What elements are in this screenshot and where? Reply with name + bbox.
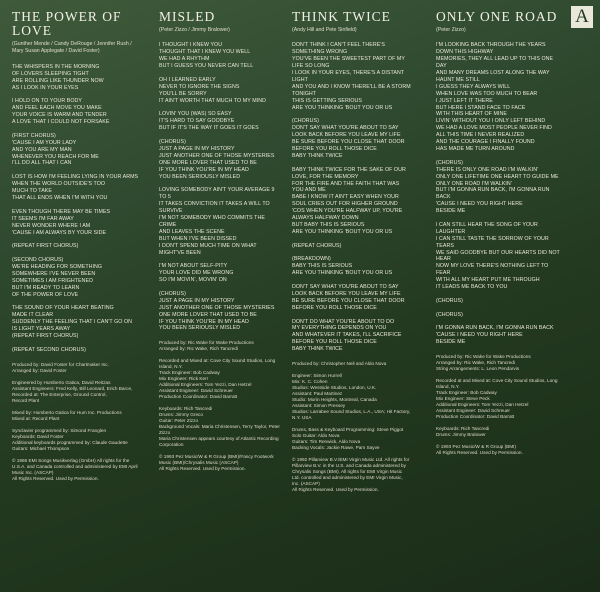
song-title: MISLED bbox=[159, 9, 216, 24]
lyric-line: WE'RE HEADING FOR SOMETHING bbox=[12, 264, 103, 270]
song-writers: (Peter Zizzo) bbox=[436, 27, 466, 33]
lyric-line: HAUNT ME STILL bbox=[436, 76, 480, 83]
credit-line: Solo Guitar: Aldo Nova bbox=[292, 433, 340, 439]
lyric-line: THIS IS GETTING SERIOUS bbox=[292, 97, 363, 104]
lyric-line: BE SURE BEFORE YOU CLOSE THAT DOOR bbox=[292, 297, 405, 304]
credit-line: Engineer: Simon Hurrell bbox=[292, 373, 342, 379]
lyric-line: (CHORUS) bbox=[159, 290, 186, 297]
lyric-line: IF YOU THINK YOU'RE IN MY HEAD bbox=[159, 318, 249, 325]
lyric-line: BABY THINK TWICE FOR THE SAKE OF OUR LOVE, FOR THE MEMORY bbox=[292, 166, 406, 180]
credit-line: Mix Engineer: Steve Peck bbox=[436, 396, 490, 402]
credit-line: Recorded at and Mixed at: Cove City Sound Studios, Long Island, N.Y. bbox=[436, 378, 558, 390]
credit-line: Engineered by Humberto Gatica, David Reitzas bbox=[12, 379, 111, 385]
lyric-line: I HOLD ON TO YOUR BODY bbox=[12, 98, 82, 105]
lyric-line: AS I LOOK IN YOUR EYES bbox=[12, 84, 79, 91]
lyric-line: (REPEAT FIRST CHORUS) bbox=[12, 333, 79, 340]
lyric-line: BESIDE ME bbox=[436, 208, 466, 215]
credit-line: Assistant Engineers: Fred Kelly, Bill Leonard, Erich Baron, bbox=[12, 385, 133, 391]
credit-line: All Rights Reserved. Used by Permission. bbox=[12, 475, 99, 481]
lyric-line: BUT I GUESS YOU NEVER CAN TELL bbox=[159, 63, 254, 70]
lyric-line: THE SOUND OF YOUR HEART BEATING bbox=[12, 305, 114, 312]
lyric-line: (FIRST CHORUS) bbox=[12, 132, 56, 139]
lyric-line: WHEN LOVE WAS TOO MUCH TO BEAR bbox=[436, 90, 538, 97]
lyric-line: JUST ANOTHER ONE OF THOSE MYSTERIES bbox=[159, 304, 275, 311]
lyric-line: IT LEADS ME BACK TO YOU bbox=[436, 284, 508, 291]
credit-line: Synclavier programmed by: Simond Franglen bbox=[12, 427, 107, 433]
song-title: ONLY ONE ROAD bbox=[436, 9, 558, 24]
credit-line: Guitars: Tim Renwick, Aldo Nova bbox=[292, 439, 361, 445]
lyric-line: OF THE POWER OF LOVE bbox=[12, 291, 79, 298]
lyric-line: AND WHATEVER IT TAKES, I'LL SACRIFICE bbox=[292, 332, 402, 339]
lyric-line: I'M NOT SOMEBODY WHO COMMITS THE CRIME bbox=[159, 215, 265, 228]
lyric-line: AND YOU AND I KNOW THERE'LL BE A STORM TONIGHT bbox=[292, 83, 411, 97]
lyric-line: (CHORUS) bbox=[436, 297, 463, 304]
credit-line: All Rights Reserved. Used by Permission. bbox=[159, 466, 246, 472]
lyric-line bbox=[436, 319, 561, 326]
lyric-line: ONLY ONE ROAD I'M WALKIN' bbox=[436, 180, 512, 187]
lyric-line: IT TAKES CONVICTION IT TAKES A WILL TO SURVIVE bbox=[159, 201, 270, 215]
lyric-line: DON'T THINK I CAN'T FEEL THERE'S SOMETHING WRONG bbox=[292, 42, 385, 56]
credit-line: Additional keyboards programmed by: Claude Gaudette bbox=[12, 439, 128, 445]
lyric-line: BABY THINK TWICE bbox=[292, 346, 343, 353]
lyric-line: BEFORE YOU ROLL THOSE DICE bbox=[292, 339, 377, 346]
credit-line: Produced by: David Foster for Chartmaker Inc. bbox=[12, 361, 109, 367]
credit-line: Mix: K. C. Cohen bbox=[292, 379, 328, 385]
song-title: THE POWER OF LOVE bbox=[12, 9, 122, 38]
credit-line: Arranged by: David Foster bbox=[12, 367, 67, 373]
song-lyrics bbox=[436, 42, 561, 346]
lyric-line: BABE I KNOW IT AIN'T EASY WHEN YOUR SOUL CRIES OUT FOR HIGHER GROUND bbox=[292, 194, 399, 208]
lyric-line: LOST IS HOW I'M FEELING LYING IN YOUR ARMS bbox=[12, 174, 139, 181]
lyric-line: DOWN THIS HIGHWAY bbox=[436, 49, 494, 56]
credit-line: Produced by: Christopher Neil and Aldo Nova bbox=[292, 361, 387, 367]
credit-line: Production Coordinator: David Barratt bbox=[159, 394, 238, 400]
song-writers: (Peter Zizzo / Jimmy Bralower) bbox=[159, 27, 230, 33]
lyric-line bbox=[159, 70, 281, 77]
lyric-line: SO I'M MOVIN', MOVIN' ON bbox=[159, 277, 227, 284]
side-letter: A bbox=[571, 6, 593, 28]
song-credits bbox=[292, 361, 411, 493]
lyric-line: BUT BABY THIS IS SERIOUS bbox=[292, 221, 365, 228]
credit-line: Recorded and Mixed at: Cove City Sound Studios, Long Island, N.Y. bbox=[159, 358, 276, 370]
lyric-line: IF YOU THINK YOU'RE IN MY HEAD bbox=[159, 166, 249, 173]
song-credits bbox=[159, 340, 281, 472]
lyric-line: AND MANY DREAMS LOST ALONG THE WAY bbox=[436, 70, 550, 77]
lyric-line: ARE YOU THINKING 'BOUT YOU OR US bbox=[292, 270, 393, 277]
lyric-line: WE SAID GOODBYE BUT OUR HEARTS DID NOT HEAR bbox=[436, 249, 560, 263]
credit-line: Assistant Engineer: David Schreuer bbox=[159, 388, 233, 394]
lyric-line: I CAN STILL TASTE THE SORROW OF YOUR TEARS bbox=[436, 235, 549, 249]
song-writers: (Gunther Mende / Candy DeRouge / Jennifer Rush / Mary Susan Applegate / David Foster) bbox=[12, 41, 132, 55]
lyric-line bbox=[12, 91, 143, 98]
lyric-line: THERE IS ONLY ONE ROAD I'M WALKIN' bbox=[436, 166, 539, 173]
credit-line: Keyboards: Rich Tancredi bbox=[159, 406, 213, 412]
credit-line: Maria Christensen appears courtesy of Atlantic Recording Corporation bbox=[159, 436, 279, 448]
lyric-line: WHEN THE WORLD OUTSIDE'S TOO bbox=[12, 181, 106, 188]
lyric-line bbox=[292, 312, 411, 319]
song-credits bbox=[12, 362, 143, 482]
lyric-line: BUT I'M GONNA RUN BACK, I'M GONNA RUN BACK bbox=[436, 187, 550, 201]
credit-line: Keyboards: David Foster bbox=[12, 433, 64, 439]
lyric-line: THOUGHT THAT I KNEW YOU WELL bbox=[159, 49, 251, 56]
lyric-line: YOU BEEN SERIOUSLY MISLED bbox=[159, 325, 241, 332]
lyric-line bbox=[436, 215, 561, 222]
credit-line: Track Engineer: Bob Cadway bbox=[159, 370, 220, 376]
credit-line: Record Plant bbox=[12, 397, 40, 403]
lyric-line: MADE IT CLEAR bbox=[12, 312, 54, 319]
lyric-line: YOU BEEN SERIOUSLY MISLED bbox=[159, 173, 241, 180]
lyric-line: LIVIN' WITHOUT YOU I ONLY LEFT BEHIND bbox=[436, 118, 546, 125]
song-column-think-twice bbox=[292, 0, 414, 592]
lyric-line bbox=[436, 153, 561, 160]
credit-line: Arranged by: Ric Wake, Rich Tancredi bbox=[159, 346, 238, 352]
lyric-line: DON'T DO WHAT YOU'RE ABOUT TO DO bbox=[292, 318, 395, 325]
lyric-line: (CHORUS) bbox=[436, 311, 463, 318]
lyric-line: AND THE COURAGE I FINALLY FOUND bbox=[436, 139, 535, 146]
lyric-line: BABY THIS IS SERIOUS bbox=[292, 263, 353, 270]
lyric-line: ARE YOU THINKING 'BOUT YOU OR US bbox=[292, 104, 393, 111]
lyric-line: WE HAD A LOVE MOST PEOPLE NEVER FIND bbox=[436, 125, 552, 132]
lyric-line: WE HAD A RHYTHM bbox=[159, 56, 210, 63]
credit-line: Assistant: Simon Pressey bbox=[292, 403, 346, 409]
lyric-line: ALL THIS TIME I NEVER REALIZED bbox=[436, 132, 525, 139]
lyric-line bbox=[292, 236, 411, 243]
credit-line: Assistant Engineer: David Schreuer bbox=[436, 408, 510, 414]
lyric-line: OF LOVERS SLEEPING TIGHT bbox=[12, 70, 89, 77]
lyric-line: AND YOU ARE MY MAN bbox=[12, 146, 72, 153]
lyric-line: ONE MORE LOVER THAT USED TO BE bbox=[159, 159, 257, 166]
lyric-line: SOMEWHERE I'VE NEVER BEEN bbox=[12, 270, 96, 277]
lyric-line: (CHORUS) bbox=[292, 118, 319, 125]
lyric-line: SOMETIMES I AM FRIGHTENED bbox=[12, 277, 94, 284]
lyric-line: WITH ALL MY HEART PUT ME THROUGH bbox=[436, 277, 540, 284]
lyric-line: YOUR LOVE DID ME WRONG bbox=[159, 270, 234, 277]
lyric-line: ONLY ONE LIFETIME ONE HEART TO GUIDE ME bbox=[436, 173, 559, 180]
credit-line: All Rights Reserved. Used by Permission. bbox=[436, 450, 523, 456]
lyric-line bbox=[12, 236, 143, 243]
lyric-line: 'CAUSE I AM ALWAYS BY YOUR SIDE bbox=[12, 229, 107, 236]
lyric-line: FOR THE FIRE AND THE FAITH THAT WAS YOU AND ME bbox=[292, 180, 400, 194]
song-column-only-one-road bbox=[436, 0, 564, 592]
lyric-line: (REPEAT FIRST CHORUS) bbox=[12, 243, 79, 250]
credit-line: Keyboards: Rich Tancredi bbox=[436, 426, 490, 432]
lyric-line: BE SURE BEFORE YOU CLOSE THAT DOOR bbox=[292, 139, 405, 146]
lyric-line bbox=[159, 180, 281, 187]
lyric-line: MEMORIES, THEY ALL LEAD UP TO THIS ONE DAY bbox=[436, 56, 554, 70]
credit-line: Track Engineer: Bob Cadway bbox=[436, 390, 497, 396]
lyric-line: I JUST LEFT IT THERE bbox=[436, 97, 493, 104]
credit-line: Studios: Larrabee Sound Studios, L.A., USA; Hit Factory, N.Y. USA bbox=[292, 409, 411, 421]
lyric-line: (BREAKDOWN) bbox=[292, 256, 331, 263]
lyric-line: WHENEVER YOU REACH FOR ME bbox=[12, 153, 99, 160]
credit-line: Additional Engineers: Tom Yezzi, Dan Hetzel bbox=[159, 382, 252, 388]
song-column-the-power-of-love bbox=[12, 0, 146, 592]
lyric-line: WITH THIS HEART OF MINE bbox=[436, 111, 507, 118]
lyric-line: BABY THINK TWICE bbox=[292, 152, 343, 159]
lyric-line: IT SEEMS I'M FAR AWAY bbox=[12, 215, 74, 222]
song-lyrics bbox=[292, 42, 411, 353]
lyric-line: THE WHISPERS IN THE MORNING bbox=[12, 63, 100, 70]
credit-line: Arranged by: Ric Wake, Rich Tancredi bbox=[436, 360, 515, 366]
lyric-line bbox=[159, 256, 281, 263]
lyric-line: THAT ALL ENDS WHEN I'M WITH YOU bbox=[12, 194, 108, 201]
lyric-line: BUT I'M READY TO LEARN bbox=[12, 284, 80, 291]
lyric-line bbox=[159, 284, 281, 291]
lyric-line: BEFORE YOU ROLL THOSE DICE bbox=[292, 304, 377, 311]
credit-line: Mixed at: Record Plant bbox=[12, 415, 60, 421]
lyric-line: (REPEAT SECOND CHORUS) bbox=[12, 346, 86, 353]
credit-line: Production Coordinator: David Barratt bbox=[436, 414, 515, 420]
lyric-line bbox=[12, 340, 143, 347]
credit-line: Recorded at: The Enterprise, Ground Control, bbox=[12, 391, 107, 397]
credit-line: Guitar: Peter Zizzo bbox=[159, 418, 199, 424]
lyric-line bbox=[12, 299, 143, 306]
credit-line: Produced by: Ric Wake for Wake Productions bbox=[159, 340, 254, 346]
lyric-line: LOOK BACK BEFORE YOU LEAVE MY LIFE bbox=[292, 290, 401, 297]
lyric-line: I'M GONNA RUN BACK, I'M GONNA RUN BACK bbox=[436, 325, 554, 332]
lyric-line bbox=[436, 291, 561, 298]
lyric-line: YOU'VE BEEN THE SWEETEST PART OF MY LIFE SO LONG bbox=[292, 56, 405, 70]
lyric-line: I GUESS THEY ALWAYS WILL bbox=[436, 83, 511, 90]
lyric-line: BUT WHEN I'VE BEEN DISSED bbox=[159, 235, 237, 242]
lyric-line: LOVIN' YOU (WAS) SO EASY bbox=[159, 111, 232, 118]
song-lyrics bbox=[159, 42, 281, 332]
credit-line: © 1986 EMI Songs Musikverlag (GmbH) All rights for the U.S.A. and Canada controlled and administered by EMI April Music Inc. (ASCAP) bbox=[12, 457, 138, 475]
lyric-line: IT'S HARD TO SAY GOODBYE bbox=[159, 118, 235, 125]
lyric-line bbox=[12, 250, 143, 257]
credit-line: Drums, Bass & Keyboard Programming: Steve Piggot bbox=[292, 427, 404, 433]
lyric-line: NEVER TO IGNORE THE SIGNS bbox=[159, 83, 240, 90]
credit-line: Mix Engineer: Rick Kerr bbox=[159, 376, 209, 382]
credit-line: Studio: Morin Heights, Montreal, Canada bbox=[292, 397, 377, 403]
lyric-line bbox=[159, 132, 281, 139]
lyric-line bbox=[292, 111, 411, 118]
lyric-line: BUT IF IT'S THE WAY IT GOES IT GOES bbox=[159, 125, 259, 132]
lyric-line: NOW MY LOVE THERE'S NOTHING LEFT TO FEAR bbox=[436, 263, 549, 277]
lyric-line bbox=[12, 126, 143, 133]
lyric-line: IS LIGHT YEARS AWAY bbox=[12, 326, 71, 333]
lyric-line: (SECOND CHORUS) bbox=[12, 257, 64, 264]
lyric-line: AND LEAVES THE SCENE bbox=[159, 228, 225, 235]
credit-line: © 1993 Pez Music/W & R Group (BMI)/Fancy Footwork Music (BMI)/Chrysalis Music (ASCAP) bbox=[159, 454, 274, 466]
credit-line: © 1993 Pez Music/W & R Group (BMI) bbox=[436, 444, 517, 450]
lyric-line: YOUR VOICE IS WARM AND TENDER bbox=[12, 112, 107, 119]
credit-line: Background Vocals: Maria Christensen, Terry Taylor, Peter Zizzo bbox=[159, 424, 280, 436]
lyric-line: ONE MORE LOVER THAT USED TO BE bbox=[159, 311, 257, 318]
lyric-line bbox=[436, 305, 561, 312]
lyric-line: YOU'LL BE SORRY bbox=[159, 90, 207, 97]
credit-line: String Arrangements: L. Leon Pendarvis bbox=[436, 366, 520, 372]
song-lyrics bbox=[12, 64, 143, 354]
lyric-line: JUST A PAGE IN MY HISTORY bbox=[159, 145, 235, 152]
lyric-line: I DON'T SPEND MUCH TIME ON WHAT MIGHT'VE BEEN bbox=[159, 242, 257, 256]
credit-line: Mixed by: Humberto Gatica for Hum Inc. Productions bbox=[12, 409, 122, 415]
lyric-line: A LOVE THAT I COULD NOT FORSAKE bbox=[12, 119, 110, 126]
lyric-line: NEVER WONDER WHERE I AM bbox=[12, 222, 91, 229]
lyric-line: IT AIN'T WORTH THAT MUCH TO MY MIND bbox=[159, 97, 266, 104]
credit-line: Assistant: Paul Martinez bbox=[292, 391, 343, 397]
lyric-line bbox=[292, 277, 411, 284]
lyric-line: I'LL DO ALL THAT I CAN bbox=[12, 160, 72, 167]
credit-line: Backing Vocals: Jackie Rawe, Pam Sayve bbox=[292, 445, 380, 451]
lyric-line: I THOUGHT I KNEW YOU bbox=[159, 42, 223, 49]
credit-line: Drums: Jimmy Bralower bbox=[436, 432, 486, 438]
lyric-line: HAS MADE ME TURN AROUND bbox=[436, 146, 515, 152]
song-column-misled bbox=[159, 0, 284, 592]
song-title: THINK TWICE bbox=[292, 9, 391, 24]
credit-line: Drums: Jimmy Greco bbox=[159, 412, 204, 418]
lyric-line: BUT HERE I STAND FACE TO FACE bbox=[436, 104, 526, 111]
lyric-line: OH I LEARNED EARLY bbox=[159, 76, 216, 83]
lyric-line: DON'T SAY WHAT YOU'RE ABOUT TO SAY bbox=[292, 284, 399, 291]
lyric-line: MUCH TO TAKE bbox=[12, 188, 52, 195]
lyric-line: 'COS WHEN YOU'RE HALFWAY UP, YOU'RE ALWAYS HALFWAY DOWN bbox=[292, 208, 403, 222]
lyric-line: I CAN STILL HEAR THE SONG OF YOUR LAUGHTER bbox=[436, 221, 538, 235]
credit-line: © 1992 Pillarview B.V./EMI Virgin Music Ltd. All rights for Pillarview B.V. in the U.S. and Canada administered by Chrysalis Songs (BMI). All rights for EMI Virgin Music Ltd. controlled and administered by EMI Virgin Music, Inc. (ASCAP) bbox=[292, 457, 410, 487]
lyric-line: EVEN THOUGH THERE MAY BE TIMES bbox=[12, 208, 111, 215]
lyric-line: JUST ANOTHER ONE OF THOSE MYSTERIES bbox=[159, 152, 275, 159]
credit-line: Studios: Westside Studios, London, U.K. bbox=[292, 385, 377, 391]
lyric-line bbox=[159, 105, 281, 112]
lyric-line: 'CAUSE I NEED YOU RIGHT HERE bbox=[436, 332, 523, 339]
lyric-line: JUST A PAGE IN MY HISTORY bbox=[159, 297, 235, 304]
lyric-line: DON'T SAY WHAT YOU'RE ABOUT TO SAY bbox=[292, 125, 399, 132]
lyric-line: 'CAUSE I AM YOUR LADY bbox=[12, 139, 77, 146]
lyric-line: ARE ROLLING LIKE THUNDER NOW bbox=[12, 77, 104, 84]
song-credits bbox=[436, 354, 561, 456]
lyric-line: LOVING SOMEBODY AIN'T YOUR AVERAGE 9 TO 5 bbox=[159, 187, 275, 201]
lyric-line: (CHORUS) bbox=[436, 159, 463, 166]
song-writers: (Andy Hill and Pete Sinfield) bbox=[292, 27, 357, 33]
lyric-line: AND FEEL EACH MOVE YOU MAKE bbox=[12, 105, 102, 112]
lyric-line: I'M NOT ABOUT SELF-PITY bbox=[159, 263, 228, 270]
lyric-line bbox=[292, 160, 411, 167]
lyric-line: 'CAUSE I NEED YOU RIGHT HERE bbox=[436, 201, 523, 208]
lyric-line bbox=[12, 167, 143, 174]
credit-line: All Rights Reserved. Used by Permission. bbox=[292, 487, 379, 493]
lyric-line: I'M LOOKING BACK THROUGH THE YEARS bbox=[436, 42, 546, 49]
lyric-line: ARE YOU THINKING 'BOUT YOU OR US bbox=[292, 228, 393, 235]
lyric-line bbox=[12, 202, 143, 209]
credit-line: Additional Engineers: Tom Yezzi, Dan Hetzel bbox=[436, 402, 529, 408]
lyric-line: SUDDENLY THE FEELING THAT I CAN'T GO ON bbox=[12, 319, 133, 326]
lyric-line: (CHORUS) bbox=[159, 139, 186, 146]
credit-line: Produced by: Ric Wake for Wake Productions bbox=[436, 354, 531, 360]
lyric-line: (REPEAT CHORUS) bbox=[292, 242, 342, 249]
lyric-line: LOOK BACK BEFORE YOU LEAVE MY LIFE bbox=[292, 132, 401, 139]
lyric-line: BESIDE ME bbox=[436, 339, 466, 346]
lyric-line: BEFORE YOU ROLL THOSE DICE bbox=[292, 145, 377, 152]
credit-line: Guitars: Michael Thompson bbox=[12, 445, 70, 451]
lyric-line: MY EVERYTHING DEPENDS ON YOU bbox=[292, 325, 387, 332]
lyric-line bbox=[292, 250, 411, 257]
lyric-line: I LOOK IN YOUR EYES, THERE'S A DISTANT LIGHT bbox=[292, 70, 405, 83]
